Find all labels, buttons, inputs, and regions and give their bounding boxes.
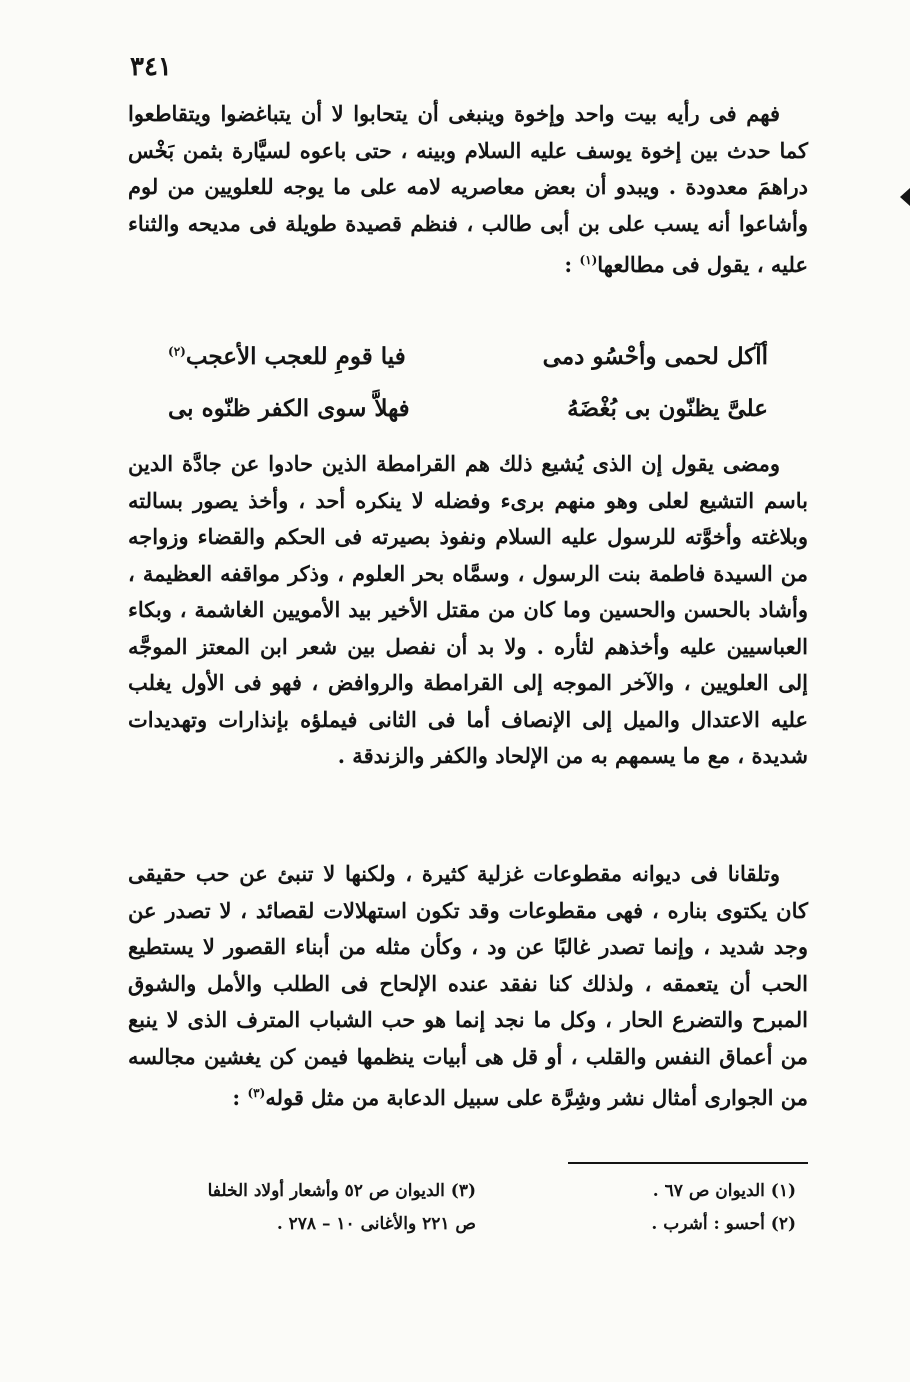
paragraph-text [128, 96, 808, 284]
text-line: والكفر والزندقة . [337, 743, 488, 768]
text-line: يقول فى مطالعها [597, 252, 750, 277]
text-line: أما فى الثانى فيملؤه بإنذارات وتهديدات شديدة ، مع ما يسمهم به من الإلحاد [128, 706, 808, 768]
footnotes-right-column [560, 1175, 796, 1241]
text-line: : [232, 1085, 248, 1110]
text-line: وأخذهم لثأره . ولا بد أن نفصل بين شعر ابن المعتز الموجَّه إلى العلويين ، والآخر [128, 633, 808, 695]
hemistich-text: فيا قومِ للعجب الأعجب [185, 342, 406, 370]
paragraph-2 [128, 446, 808, 775]
text-line: يكتوى بناره ، فهى مقطوعات وقد تكون استهلالات لقصائد ، لا تصدر عن [128, 897, 768, 923]
text-line: باسم التشيع لعلى وهو منهم برىء وفضله لا ينكره أحد ، وأخذ يصور بسالته وبلاغته [128, 487, 809, 549]
paragraph-text [128, 446, 808, 775]
footnote-1: (١) الديوان ص ٦٧ . [652, 1181, 796, 1201]
text-line: : [564, 252, 580, 277]
footnote-3: (٣) الديوان ص ٥٢ وأشعار أولاد الخلفا [207, 1181, 476, 1201]
hemistich-first: أآكل لحمى وأحْسُو دمى [542, 342, 768, 370]
text-line: الموجه إلى القرامطة والروافض ، فهو فى الأول يغلب عليه الاعتدال والميل إلى الإنصاف [128, 670, 808, 732]
text-line: والحسين وما كان من مقتل الأخير بيد الأمويين الغاشمة ، وبكاء العباسيين عليه [128, 597, 808, 659]
verse-2 [168, 382, 768, 434]
footnotes-left-column [150, 1175, 476, 1241]
paragraph-3 [128, 856, 808, 1117]
text-line: ومضى يقول إن الذى يُشيع ذلك هم القرامطة الذين حادوا عن جادَّة الدين [128, 451, 780, 476]
footnote-ref-3[interactable]: (٣) [247, 1086, 266, 1100]
text-line: النفس والقلب ، أو قل هى أبيات ينظمها فيمن كن يغشين مجالسه من الجوارى أمثال [128, 1043, 808, 1110]
hemistich-second [168, 343, 406, 370]
paragraph-1 [128, 96, 808, 284]
text-line: والتضرع الحار ، وكل ما نجد إنما هو حب الشباب المترف الذى لا ينبع من أعماق [128, 1007, 809, 1069]
margin-arrow-icon [900, 188, 910, 206]
paragraph-text [128, 856, 808, 1117]
text-line: كما حدث بين إخوة يوسف عليه السلام وبينه ، حتى باعوه لسيَّارة بثمن بَخْس [128, 137, 808, 163]
footnote-2: (٢) أحسو : أشرب . [651, 1214, 796, 1234]
text-line: وأخوَّته للرسول عليه السلام ونفوذ بصيرته فى الحكم والقضاء وزواجه من السيدة [128, 524, 808, 586]
hemistich-second: فهلاَّ سوى الكفر ظنّوه بى [168, 394, 410, 422]
footnote-3-continued: ص ٢٢١ والأغانى ١٠ – ٢٧٨ . [276, 1214, 476, 1234]
text-line: وتلقانا فى ديوانه مقطوعات غزلية كثيرة ، ولكنها لا تنبئ عن حب حقيقى كان [128, 861, 808, 923]
footnote-ref-1[interactable]: (١) [579, 253, 598, 267]
verse-1 [168, 330, 768, 382]
text-line: الحب أن يتعمقه ، ولذلك كنا نفقد عنده الإلحاح فى الطلب والأمل والشوق المبرح [128, 970, 809, 1032]
page-number: ٣٤١ [130, 52, 172, 82]
text-line: وجد شديد ، وإنما تصدر غالبًا عن ود ، وكأن مثله من أبناء القصور لا يستطيع [128, 934, 808, 959]
text-line: نشر وشِرَّة على سبيل الدعابة من مثل قوله [265, 1085, 645, 1110]
poem-verses [168, 330, 768, 434]
text-line: فهم فى رأيه بيت واحد وإخوة وينبغى أن يتحابوا لا أن يتباغضوا ويتقاطعوا [128, 101, 780, 126]
text-line: فاطمة بنت الرسول ، وسمَّاه بحر العلوم ، وذكر مواقفه العظيمة ، وأشاد بالحسن [128, 560, 808, 622]
hemistich-first: علىَّ يظنّون بى بُغْضَهُ [567, 394, 768, 422]
footnote-divider [568, 1162, 808, 1164]
text-line: وأشاعوا أنه يسب على بن أبى طالب ، فنظم قصيدة طويلة فى مديحه والثناء عليه ، [128, 210, 808, 277]
text-line: دراهمَ معدودة . ويبدو أن بعض معاصريه لامه على ما يوجه للعلويين من لوم [128, 174, 808, 199]
footnote-ref-2[interactable]: (٢) [168, 343, 186, 358]
